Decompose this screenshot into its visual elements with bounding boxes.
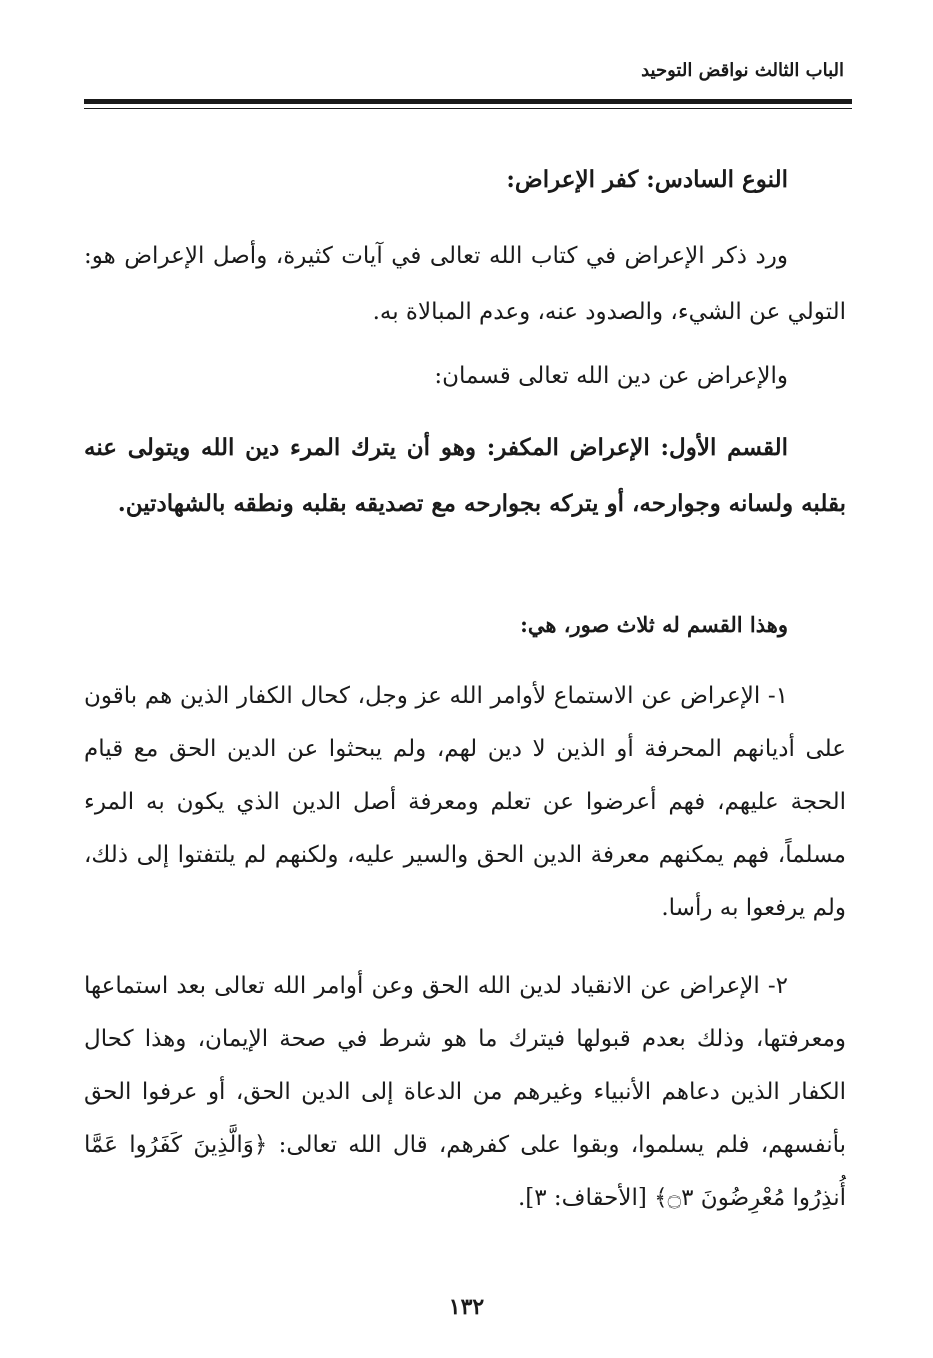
running-header-title: الباب الثالث نواقض التوحيد xyxy=(641,60,844,81)
header-rule-thick xyxy=(84,99,852,104)
header-rule-thin xyxy=(84,108,852,109)
part-one-paragraph: القسم الأول: الإعراض المكفر: وهو أن يترك المرء دين الله ويتولى عنه بقلبه ولسانه وجوارحه، أو يتركه بجوارحه مع تصديقه بقلبه ونطقه بالشهادتين. xyxy=(84,434,846,517)
division-paragraph: والإعراض عن دين الله تعالى قسمان: xyxy=(434,363,788,389)
item-two-text: ٢- الإعراض عن الانقياد لدين الله الحق وعن أوامر الله تعالى بعد استماعها ومعرفتها، وذلك بعدم قبولها فيترك ما هو شرط في صحة الإيمان، وهذا كحال الكفار الذين دعاهم الأنبياء وغيرهم من الدعاة إلى الدين الحق، أو عرفوا الحق بأنفسهم، فلم يسلموا، وبقوا على كفرهم، قال الله تعالى: xyxy=(84,973,847,1158)
quran-verse: ﴿وَالَّذِينَ كَفَرُوا عَمَّا أُنذِرُوا مُعْرِضُونَ ۝٣﴾ xyxy=(84,1132,846,1211)
item-one-paragraph: ١- الإعراض عن الاستماع لأوامر الله عز وجل، كحال الكفار الذين هم باقون على أديانهم المحرفة أو الذين لا دين لهم، ولم يبحثوا عن الدين الحق مع قيام الحجة عليهم، فهم أعرضوا عن تعلم ومعرفة أصل الدين الذي يكون به المرء مسلماً، فهم يمكنهم معرفة الدين الحق والسير عليه، ولكنهم لم يلتفتوا إلى ذلك، ولم يرفعوا به رأسا. xyxy=(84,683,846,921)
item-two-paragraph xyxy=(84,960,846,1225)
verse-citation: [الأحقاف: ٣]. xyxy=(517,1185,647,1211)
page-number: ١٣٢ xyxy=(448,1294,485,1320)
intro-paragraph: ورد ذكر الإعراض في كتاب الله تعالى في آيات كثيرة، وأصل الإعراض هو: التولي عن الشيء، والصدود عنه، وعدم المبالاة به. xyxy=(84,243,846,325)
section-heading: النوع السادس: كفر الإعراض: xyxy=(506,166,788,193)
forms-intro-paragraph: وهذا القسم له ثلاث صور، هي: xyxy=(520,612,788,637)
